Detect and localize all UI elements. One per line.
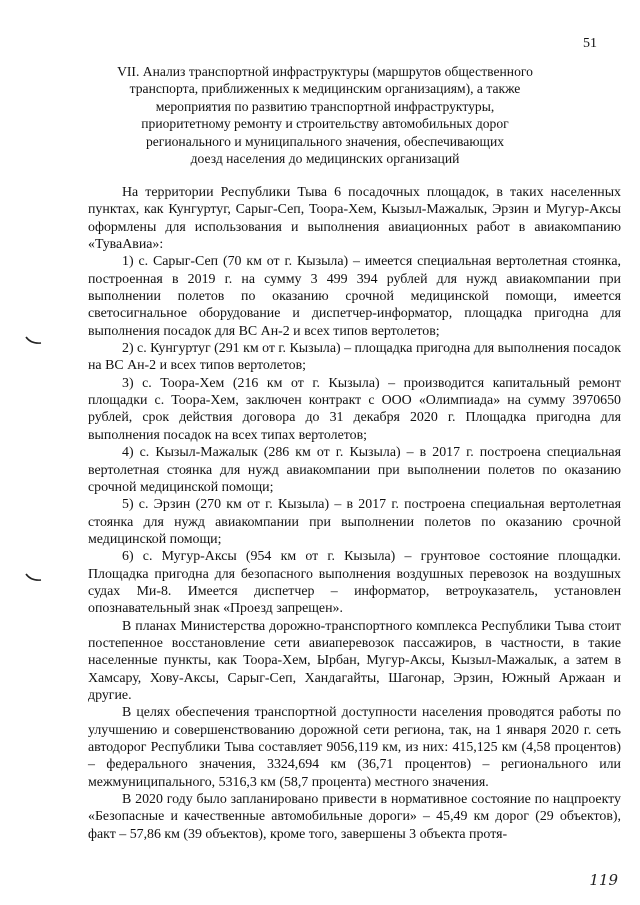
paragraph-intro: На территории Республики Тыва 6 посадочных площадок, в таких населенных пунктах, как Кунгуртуг, Сарыг-Сеп, Тоора-Хем, Кызыл-Мажалык, Эрзин и Мугур-Аксы оформлены для использования и выполнения авиационных работ в авиакомпанию «ТуваАвиа»: xyxy=(88,185,621,253)
paragraph-road-network: В целях обеспечения транспортной доступности населения проводятся работы по улучшению и совершенствованию дорожной сети региона, так, на 1 января 2020 г. сеть автодорог Республики Тыва составляет 9056,119 км, из них: 415,125 км (4,58 процентов) – федерального значения, 3324,694 км (36,71 процентов) – регионального или межмуниципального, 5316,3 км (58,7 процента) местного значения. xyxy=(88,705,621,790)
heading-line: VII. Анализ транспортной инфраструктуры (маршрутов общественного xyxy=(117,64,533,79)
paragraph-item-1: 1) с. Сарыг-Сеп (70 км от г. Кызыла) – имеется специальная вертолетная стоянка, построенная в 2019 г. на сумму 3 499 394 рублей для нужд авиакомпании при выполнении полетов по оказанию срочной медицинской помощи, имеется светосигнальное оборудование и диспетчер-информатор, площадка пригодна для выполнения посадок для ВС Ан-2 и всех типов вертолетов; xyxy=(88,254,621,339)
section-heading xyxy=(88,63,562,167)
handwritten-page-number: 119 xyxy=(589,871,618,889)
heading-line: регионального и муниципального значения, обеспечивающих xyxy=(145,133,505,149)
document-body xyxy=(88,184,621,843)
paragraph-national-project: В 2020 году было запланировано привести в нормативное состояние по нацпроекту «Безопасные и качественные автомобильные дороги» – 45,49 км дорог (29 объектов), факт – 57,86 км (39 объектов), кроме того, завершены 3 объекта протя- xyxy=(88,792,621,842)
heading-line: доезд населения до медицинских организаций xyxy=(190,151,460,167)
heading-line: транспорта, приближенных к медицинским организациям), а также xyxy=(129,81,521,97)
paragraph-item-4: 4) с. Кызыл-Мажалык (286 км от г. Кызыла) – в 2017 г. построена специальная вертолетная стоянка для нужд авиакомпании при выполнении полетов по оказанию срочной медицинской помощи; xyxy=(88,445,621,495)
margin-check-mark-icon xyxy=(25,336,42,345)
paragraph-item-3: 3) с. Тоора-Хем (216 км от г. Кызыла) – производится капитальный ремонт площадки с. Тоора-Хем, заключен контракт с ООО «Олимпиада» на сумму 3970650 рублей, срок действия договора до 31 декабря 2020 г. Площадка пригодна для выполнения посадок на всех типах вертолетов; xyxy=(88,375,621,443)
paragraph-ministry-plans: В планах Министерства дорожно-транспортного комплекса Республики Тыва стоит постепенное восстановление сети авиаперевозок пассажиров, в частности, в такие населенные пункты, как Тоора-Хем, Ырбан, Мугур-Аксы, Кызыл-Мажалык, а затем в Хамсару, Хову-Аксы, Сарыг-Сеп, Хандагайты, Шагонар, Эрзин, Южный Аржаан и другие. xyxy=(88,618,621,703)
heading-line: приоритетному ремонту и строительству автомобильных дорог xyxy=(141,116,509,132)
paragraph-item-2: 2) с. Кунгуртуг (291 км от г. Кызыла) – площадка пригодна для выполнения посадок на ВС Ан-2 и всех типов вертолетов; xyxy=(88,341,621,374)
heading-line: мероприятия по развитию транспортной инфраструктуры, xyxy=(155,98,495,114)
page-number: 51 xyxy=(583,36,597,51)
paragraph-item-5: 5) с. Эрзин (270 км от г. Кызыла) – в 2017 г. построена специальная вертолетная стоянка для нужд авиакомпании при выполнении полетов по оказанию срочной медицинской помощи; xyxy=(88,497,621,547)
margin-check-mark-icon xyxy=(25,573,42,582)
paragraph-item-6: 6) с. Мугур-Аксы (954 км от г. Кызыла) – грунтовое состояние площадки. Площадка пригодна для безопасного выполнения воздушных перевозок на воздушных судах Ми-8. Имеется диспетчер – информатор, ветроуказатель, установлен опознавательный знак «Проезд запрещен». xyxy=(88,549,621,617)
